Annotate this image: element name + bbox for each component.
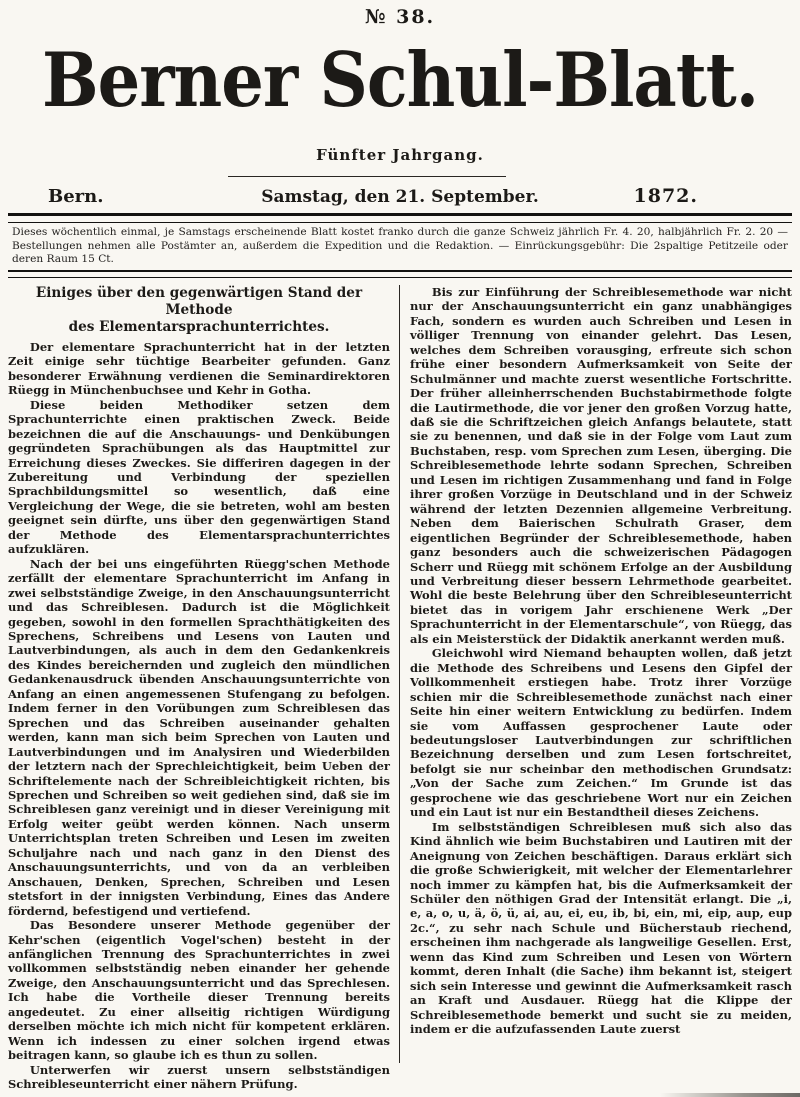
left-column <box>8 284 400 1092</box>
article-paragraph: Bis zur Einführung der Schreiblesemethode war nicht nur der Anschauungsunterricht ein ganz unabhängiges Fach, sondern es wurden auch Schreiben und Lesen in völliger Trennung von einander gelehrt. Das Lesen, welches dem Schreiben vorausging, erfreute sich schon frühe einer besondern Aufmerksamkeit von Seite der Schulmänner und machte zuerst wesentliche Fortschritte. Der früher alleinherrschenden Buchstabirmethode folgte die Lautirmethode, die vor jener den großen Vorzug hatte, daß sie die Schriftzeichen gleich Anfangs belautete, statt sie zu benennen, und daß sie in der Folge vom Laut zum Buchstaben, resp. vom Sprechen zum Lesen, überging. Die Schreiblesemethode lehrte sodann Sprechen, Schreiben und Lesen im richtigen Zusammenhang und fand in Folge ihrer großen Vorzüge in Deutschland und in der Schweiz während der letzten Dezennien allgemeine Verbreitung. Neben dem Baierischen Schulrath Graser, dem eigentlichen Begründer der Schreiblesemethode, haben ganz besonders auch die schweizerischen Pädagogen Scherr und Rüegg mit schönem Erfolge an der Ausbildung und Verbreitung dieser bessern Lehrmethode gearbeitet. Wohl die beste Belehrung über den Schreibleseunterricht bietet das in vorigem Jahr erschienene Werk „Der Sprachunterricht in der Elementarschule“, von Rüegg, das als ein Meisterstück der Didaktik anerkannt werden muß. <box>410 284 792 646</box>
article-paragraph: Nach der bei uns eingeführten Rüegg'schen Methode zerfällt der elementare Sprachunterricht im Anfang in zwei selbstständige Zweige, in den Anschauungsunterricht und das Schreiblesen. Dadurch ist die Möglichkeit gegeben, sowohl in den formellen Sprachthätigkeiten des Sprechens, Schreibens und Lesens von Lauten und Lautverbindungen, als auch in dem den Gedankenkreis des Kindes bereichernden und zugleich den mündlichen Gedankenausdruck übenden Anschauungsunterrichte von Anfang an einen angemessenen Stufengang zu befolgen. Indem ferner in den Vorübungen zum Schreiblesen das Sprechen und das Schreiben auseinander gehalten werden, kann man sich beim Sprechen von Lauten und Lautverbindungen und im Analysiren und Wiederbilden der letztern nach der Sprechleichtigkeit, beim Ueben der Schriftelemente nach der Schreibleichtigkeit richten, bis Sprechen und Schreiben so weit gediehen sind, daß sie im Schreiblesen ganz vereinigt und in dieser Vereinigung mit Erfolg weiter geübt werden können. Nach unserm Unterrichtsplan treten Schreiben und Lesen im zweiten Schuljahre nach und nach ganz in den Dienst des Anschauungsunterrichts, und von da an verbleiben Anschauen, Denken, Sprechen, Schreiben und Lesen stetsfort in der innigsten Verbindung, Eines das Andere fördernd, befestigend und vertiefend. <box>8 556 390 918</box>
left-column-paragraphs <box>8 340 390 1092</box>
dateline-year: 1872. <box>633 185 698 208</box>
article-paragraph: Das Besondere unserer Methode gegenüber der Kehr'schen (eigentlich Vogel'schen) besteht in der anfänglichen Trennung des Sprachunterrichtes in zwei vollkommen selbstständig neben einander her gehende Zweige, den Anschauungsunterricht und das Sprechlesen. Ich habe die Vortheile dieser Trennung bereits angedeutet. Zu einer allseitig richtigen Würdigung derselben möchte ich mich nicht für kompetent erklären. Wenn ich indessen zu einer solchen irgend etwas beitragen kann, so glaube ich es thun zu sollen. <box>8 918 390 1063</box>
article-paragraph: Unterwerfen wir zuerst unsern selbstständigen Schreibleseunterricht einer nähern Prüfung. <box>8 1062 390 1092</box>
double-rule-top <box>8 213 792 223</box>
article-title-line2: des Elementarsprachunterrichtes. <box>68 318 330 335</box>
article-paragraph: Diese beiden Methodiker setzen dem Sprachunterrichte einen praktischen Zweck. Beide bezeichnen die auf die Anschauungs- und Denkübungen gegründeten Sprachübungen als das Hauptmittel zur Erreichung dieses Zweckes. Sie differiren dagegen in der Zubereitung und Verbindung der speziellen Sprachbildungsmittel so wesentlich, daß eine Vergleichung der Wege, die sie betreten, wohl am besten geeignet sein dürfte, uns über den gegenwärtigen Stand der Methode des Elementarsprachunterrichtes aufzuklären. <box>8 397 390 557</box>
article-title-line1: Einiges über den gegenwärtigen Stand der Methode <box>35 284 363 318</box>
masthead-title: Berner Schul-Blatt. <box>41 35 759 125</box>
issue-number: № 38. <box>364 6 436 28</box>
article-title <box>8 285 390 336</box>
dateline-place: Bern. <box>48 186 104 208</box>
scan-artifact <box>660 1093 800 1097</box>
article-paragraph: Im selbstständigen Schreiblesen muß sich also das Kind ähnlich wie beim Buchstabiren und Lautiren mit der Aneignung von Zeichen beschäftigen. Daraus erklärt sich die große Schwierigkeit, mit welcher der Elementarlehrer noch immer zu kämpfen hat, bis die Aufmerksamkeit der Schüler den nöthigen Grad der Intensität erlangt. Die „i, e, a, o, u, ä, ö, ü, ai, au, ei, eu, ib, bi, ein, mi, eip, aup, eup 2c.“, zu sehr nach Schule und Bücherstaub riechend, erscheinen ihm nachgerade als langweilige Gesellen. Erst, wenn das Kind zum Schreiben und Lesen von Wörtern kommt, deren Inhalt (die Sache) ihm bekannt ist, steigert sich sein Interesse und gewinnt die Aufmerksamkeit rasch an Kraft und Ausdauer. Rüegg hat die Klippe der Schreiblesemethode bemerkt und sucht sie zu meiden, indem er die aufzufassenden Laute zuerst <box>410 819 792 1037</box>
imprint-text: Dieses wöchentlich einmal, je Samstags erscheinende Blatt kostet franko durch die ganze Schweiz jährlich Fr. 4. 20, halbjährlich Fr. 2. 20 — Bestellungen nehmen alle Postämter an, außerdem die Expedition und die Redaktion. — Einrückungsgebühr: Die 2spaltige Petitzeile oder deren Raum 15 Ct. <box>12 226 788 266</box>
article-body <box>8 284 792 1092</box>
article-paragraph: Der elementare Sprachunterricht hat in der letzten Zeit einige sehr tüchtige Bearbeiter gefunden. Ganz besonderer Erwähnung verdienen die Seminardirektoren Rüegg in Münchenbuchsee und Kehr in Gotha. <box>8 339 390 398</box>
right-column-paragraphs <box>410 285 792 1037</box>
double-rule-bottom <box>8 270 792 278</box>
short-rule <box>228 176 506 177</box>
dateline-date: Samstag, den 21. September. <box>261 187 539 208</box>
right-column <box>400 285 792 1063</box>
dateline <box>0 185 800 207</box>
article-paragraph: Gleichwohl wird Niemand behaupten wollen, daß jetzt die Methode des Schreibens und Lesens den Gipfel der Vollkommenheit erstiegen habe. Trotz ihrer Vorzüge schien mir die Schreiblesemethode zunächst nach einer Seite hin einer weitern Entwicklung zu bedürfen. Indem sie vom Auffassen gesprochener Laute oder bedeutungsloser Lautverbindungen zur schriftlichen Bezeichnung derselben und zum Lesen fortschreitet, befolgt sie nur scheinbar den methodischen Grundsatz: „Von der Sache zum Zeichen.“ Im Grunde ist das gesprochene wie das geschriebene Wort nur ein Zeichen und ein Laut ist nur ein Bestandtheil dieses Zeichens. <box>410 646 792 820</box>
masthead-subtitle: Fünfter Jahrgang. <box>316 146 484 165</box>
